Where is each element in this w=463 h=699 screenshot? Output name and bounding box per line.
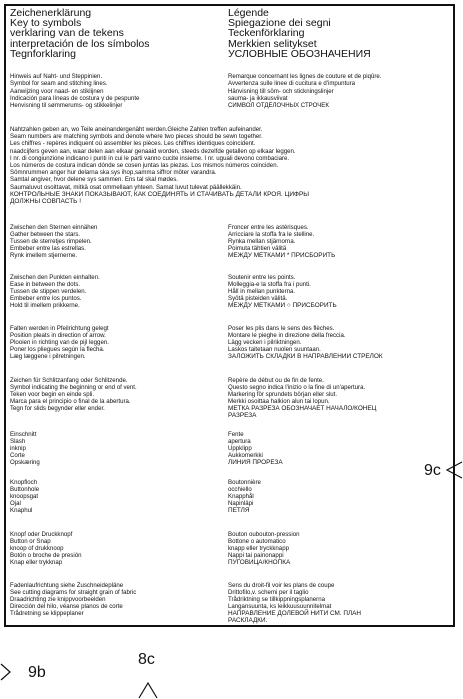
legend-line: Soutenir entre les points. <box>228 274 296 281</box>
slash-left <box>10 431 40 466</box>
legend-line: НАПРАВЛЕНИЕ ДОЛЕВОЙ НИТИ СМ. ПЛАН <box>228 610 362 618</box>
legend-line: occhiello <box>228 486 252 494</box>
heading-line: Teckenförklaring <box>228 27 305 40</box>
paragraph-line: Saumaluvut osoittavat, mitkä osat ommellaan yhteen. Samat luvut tulevat päällekkäin. <box>10 183 242 191</box>
buttonhole-left <box>10 479 39 514</box>
legend-line: Draadrichting zie knippvoorbeelden <box>10 596 106 604</box>
seam-line: sauma- ja ikkausviivat <box>228 94 288 102</box>
legend-line: See cutting diagrams for straight grain of fabric <box>10 589 137 597</box>
legend-line: Drittofilo,v. schemi per il taglio <box>228 589 309 597</box>
legend-line: Gather between the stars. <box>10 231 81 239</box>
legend-line: Håll in mellan punkterna. <box>228 288 296 296</box>
legend-line: Arricciare la stoffa fra le stelline. <box>228 231 315 239</box>
paragraph-line: Sömnrummen anger hur delarna ska sys ihop,samma siffror möter varandra. <box>10 169 217 177</box>
vent-left <box>10 377 137 412</box>
legend-line: Button or Snap <box>10 538 51 546</box>
legend-line: Slash <box>10 438 26 446</box>
ease-dots-left <box>10 274 100 309</box>
legend-line: Ease in between the dots. <box>10 281 81 289</box>
grain-right <box>228 582 361 625</box>
matching-paragraph <box>10 126 309 205</box>
mark-8c-label: 8c <box>138 651 155 668</box>
mark-9c-label: 9c <box>424 462 441 479</box>
legend-line: Laskos taitetaan nuolen suuntaan. <box>228 346 321 354</box>
heading-line: verklaring van de tekens <box>10 27 124 40</box>
legend-line: Knapphål <box>228 493 254 501</box>
legend-line: Trådretning se klippeplaner <box>10 610 84 618</box>
legend-line: РАСКЛАДКИ. <box>228 617 268 625</box>
legend-line: Knopf oder Druckknopf <box>10 531 73 538</box>
legend-line: Corte <box>10 452 25 460</box>
paragraph-line: Los números de costura indican dónde se cosen juntas las piezas. Los mismos números coinciden. <box>10 162 279 170</box>
paragraph-line: Les chiffres - repères indiquent où assembler les pièces. Les chiffres identiques coincident. <box>10 140 256 148</box>
legend-line: Embeber entre las estrellas. <box>10 245 86 253</box>
legend-line: Tegn for slids begynder eller ender. <box>10 405 105 413</box>
legend-line: Fadenlaufrichtung siehe Zuschneidepläne <box>10 582 124 589</box>
legend-line: Opskæring <box>10 459 40 467</box>
headings-left <box>10 8 150 59</box>
legend-line: apertura <box>228 438 251 446</box>
heading-line: interpretación de los símbolos <box>10 37 150 50</box>
seam-line: Henvisning til sømmerums- og stikkelinjer <box>10 102 123 109</box>
seam-line: СИМВОЛ ОТДЕЛОЧНЫХ СТРОЧЕК <box>228 102 329 109</box>
seam-symbol-left <box>10 73 139 109</box>
legend-line: РАЗРЕЗА <box>228 412 257 420</box>
legend-line: Poser les plis dans le sens des flèches. <box>228 325 335 332</box>
legend-line: Læg læggene i pilretningen. <box>10 353 86 361</box>
legend-line: Buttonhole <box>10 486 40 494</box>
notch-triangle-left-icon <box>0 663 12 681</box>
gather-stars-right <box>228 224 335 259</box>
legend-line: Marca para el principio o final de la abertura. <box>10 398 131 406</box>
legend-line: Tussen de stippen verdelen. <box>10 288 87 296</box>
gather-stars-left <box>10 224 97 259</box>
heading-line: Zeichenerklärung <box>10 7 92 19</box>
legend-line: ЛИНИЯ ПРОРЕЗА <box>228 459 283 467</box>
mark-9b-label: 9b <box>28 664 46 681</box>
legend-line: Knaphul <box>10 507 33 515</box>
paragraph-line: Nahtzahlen geben an, wo Teile aneinandergenäht werden.Gleiche Zahlen treffen aufeinander. <box>10 126 263 133</box>
seam-line: Hinweis auf Naht- und Steppinien. <box>10 73 103 80</box>
legend-line: Position pleats in direction of arrow. <box>10 332 106 340</box>
legend-line: Ojal <box>10 500 21 508</box>
legend-line: Plooien in richting van de pijl leggen. <box>10 339 109 347</box>
paragraph-line: Samtal angiver, hvor delene sys sammen. Ens tal skal mødes. <box>10 176 178 184</box>
seam-line: Symbol for seam and stitching lines. <box>10 80 108 88</box>
legend-line: Aukkomerkki <box>228 452 263 460</box>
heading-line: Merkkien selitykset <box>228 37 317 50</box>
legend-line: ЗАЛОЖИТЬ СКЛАДКИ В НАПРАВЛЕНИИ СТРЕЛОК <box>228 353 383 361</box>
legend-line: Bottone o automatico <box>228 538 286 546</box>
legend-line: Boutonnière <box>228 479 261 486</box>
pleats-right <box>228 325 383 360</box>
heading-line: Tegnforklaring <box>10 47 76 60</box>
legend-line: knoop of drukknoop <box>10 545 64 553</box>
legend-line: ПЕТЛЯ <box>228 507 250 515</box>
button-snap-right <box>228 531 300 566</box>
buttonhole-right <box>228 479 261 514</box>
legend-line: Rynka mellan stjärnorna. <box>228 238 296 246</box>
legend-line: Repère de début ou de fin de fente. <box>228 377 324 384</box>
legend-line: МЕЖДУ МЕТКАМИ * ПРИСБОРИТЬ <box>228 252 336 260</box>
legend-line: Merkki osoittaa halkion alun tai lopun. <box>228 398 330 406</box>
legend-line: Lägg vecken i pilriktningen. <box>228 339 302 347</box>
legend-line: Embeber entre los puntos. <box>10 295 82 303</box>
legend-line: Uppklipp <box>228 445 252 453</box>
legend-line: Poner los pliegues según la flecha. <box>10 346 105 354</box>
button-snap-left <box>10 531 81 566</box>
legend-line: knapp eller tryckknapp <box>228 545 289 553</box>
legend-line: Hold til imellem prikkerne. <box>10 302 80 310</box>
legend-line: Trådriktning se tillkippningsplanerna <box>228 596 325 604</box>
legend-line: Nappi tai painonappi <box>228 552 284 560</box>
seam-line: Avvertenza sulle linee di cucitura e d'impuntura <box>228 80 356 88</box>
legend-line: Molleggia-e la stoffa fra i punti. <box>228 281 311 289</box>
pleats-left <box>10 325 109 360</box>
legend-line: Einschnitt <box>10 431 37 438</box>
legend-line: МЕТКА РАЗРЕЗА ОБОЗНАЧАЕТ НАЧАЛО/КОНЕЦ <box>228 405 377 413</box>
legend-line: Sens du droit-fil voir les plans de coupe <box>228 582 335 589</box>
legend-line: Symbol indicating the beginning or end of vent. <box>10 384 137 392</box>
legend-line: Poimuta tähtien välitä <box>228 245 287 253</box>
legend-line: Zwischen den Punkten einhalten. <box>10 274 100 281</box>
paragraph-line: Seam numbers are matching symbols and denote where two pieces should be sewn together. <box>10 133 263 141</box>
notch-triangle-bottom-icon <box>137 681 159 699</box>
legend-line: Napinläpi <box>228 500 254 508</box>
legend-line: Fente <box>228 431 244 438</box>
legend-line: Rynk imellem stjernerne. <box>10 252 78 260</box>
slash-right <box>228 431 283 466</box>
legend-line: Questo segno indica l'inizio o la fine di un'apertura. <box>228 384 366 392</box>
legend-line: knoopsgat <box>10 493 39 501</box>
headings-right <box>228 8 371 59</box>
legend-line: Knopfloch <box>10 479 38 486</box>
notch-triangle-right-icon <box>445 460 463 480</box>
paragraph-line: I nr. di congiunzione indicano i punti in cui le parti vanno cucite insieme. I nr. uguali devono combaciare. <box>10 154 290 162</box>
paragraph-line: КОНТРОЛЬНЫЕ ЗНАКИ ПОКАЗЫВАЮТ, КАК СОЕДИНЯТЬ И СТАЧИВАТЬ ДЕТАЛИ КРОЯ. ЦИФРЫ <box>10 190 310 198</box>
legend-line: Zwischen den Sternen einnähen <box>10 224 98 231</box>
vent-right <box>228 377 376 420</box>
seam-line: Aanwijzing voor naad- en stiklijnen <box>10 87 104 95</box>
paragraph-line: naadcijfers geven aan, waar delen aan elkaar genaaid worden, steeds dezelfde getallen op elkaar leggen. <box>10 147 296 155</box>
legend-line: Falten werden in Pfeilrichtung gelegt <box>10 325 109 332</box>
legend-line: МЕЖДУ МЕТКАМИ ○ ПРИСБОРИТЬ <box>228 302 337 310</box>
legend-line: Tussen de sterretjes rimpelen. <box>10 238 92 246</box>
heading-line: Key to symbols <box>10 17 82 30</box>
legend-line: Montare le pieghe in direzione della freccia. <box>228 332 346 340</box>
seam-line: Hänvisning till söm- och stickningslinjer <box>228 87 334 95</box>
seam-line: Remarque concernant les lignes de couture et de piqûre. <box>228 73 382 80</box>
legend-line: Botón o broche de presión <box>10 552 82 560</box>
legend-line: Markering för sprundets början eller slut. <box>228 391 338 399</box>
heading-line: Légende <box>228 7 269 19</box>
heading-line: УСЛОВНЫЕ ОБОЗНАЧЕНИЯ <box>228 47 371 60</box>
legend-line: Knap eller trykknap <box>10 559 63 567</box>
grain-left <box>10 582 136 617</box>
legend-line: ПУГОВИЦА/КНОПКА <box>228 559 291 567</box>
legend-line: Dirección del hilo, véanse planos de corte <box>10 603 123 611</box>
legend-line: Zeichen für Schlitzanfang oder Schlitzende. <box>10 377 128 384</box>
seam-line: Indicación para líneas de costura y de pespunte <box>10 94 140 102</box>
seam-symbol-right <box>228 73 381 109</box>
legend-line: Bouton oubouton-pression <box>228 531 300 538</box>
legend-line: Syötä pisteiden välitä. <box>228 295 288 303</box>
paragraph-line: ДОЛЖНЫ СОВПАСТЬ ! <box>10 198 82 206</box>
legend-line: Froncer entre les astérisques. <box>228 224 309 231</box>
heading-line: Spiegazione dei segni <box>228 17 331 30</box>
ease-dots-right <box>228 274 337 309</box>
legend-line: inknip <box>10 445 26 453</box>
legend-line: Teken voor begin en einde spli. <box>10 391 95 399</box>
legend-line: Langansuunta, ks leikkuusuunnitelmat <box>228 603 332 611</box>
